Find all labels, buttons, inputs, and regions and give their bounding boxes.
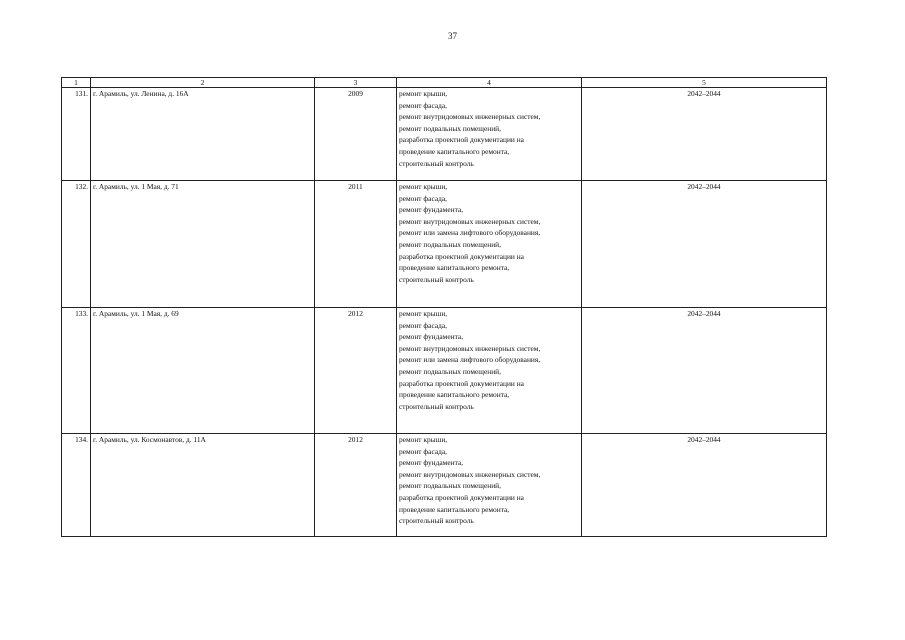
work-item: ремонт фасада, xyxy=(399,193,447,203)
header-cell-3: 3 xyxy=(315,78,397,88)
work-item: ремонт внутридомовых инженерных систем, xyxy=(399,469,541,479)
capital-repair-table xyxy=(61,77,827,537)
table-row xyxy=(62,181,827,308)
work-item: ремонт или замена лифтового оборудования, xyxy=(399,355,541,365)
work-item: ремонт фасада, xyxy=(399,320,447,330)
row-works xyxy=(397,181,582,308)
header-cell-2: 2 xyxy=(91,78,315,88)
work-item: проведение капитального ремонта, xyxy=(399,390,510,400)
row-address: г. Арамиль, ул. Ленина, д. 16А xyxy=(91,88,315,181)
work-item: ремонт крыши, xyxy=(399,435,448,444)
row-works xyxy=(397,88,582,181)
work-item: ремонт фундамента, xyxy=(399,332,464,342)
work-item: ремонт внутридомовых инженерных систем, xyxy=(399,343,541,353)
work-item: ремонт подвальных помещений, xyxy=(399,481,501,491)
row-period: 2042–2044 xyxy=(582,88,827,181)
work-item: ремонт внутридомовых инженерных систем, xyxy=(399,112,541,122)
work-item: проведение капитального ремонта, xyxy=(399,504,510,514)
work-item: ремонт или замена лифтового оборудования, xyxy=(399,228,541,238)
row-period: 2042–2044 xyxy=(582,181,827,308)
row-number: 133. xyxy=(62,308,91,434)
row-period: 2042–2044 xyxy=(582,434,827,537)
work-item: проведение капитального ремонта, xyxy=(399,263,510,273)
table-row xyxy=(62,434,827,537)
work-item: строительный контроль xyxy=(399,516,474,526)
work-item: строительный контроль xyxy=(399,158,474,168)
work-item: строительный контроль xyxy=(399,401,474,411)
work-item: ремонт крыши, xyxy=(399,182,448,191)
row-number: 132. xyxy=(62,181,91,308)
work-item: проведение капитального ремонта, xyxy=(399,146,510,156)
table-row xyxy=(62,88,827,181)
row-year: 2011 xyxy=(315,181,397,308)
work-item: строительный контроль xyxy=(399,274,474,284)
row-address: г. Арамиль, ул. Космонавтов, д. 11А xyxy=(91,434,315,537)
row-period: 2042–2044 xyxy=(582,308,827,434)
header-cell-4: 4 xyxy=(397,78,582,88)
work-item: ремонт фундамента, xyxy=(399,205,464,215)
header-cell-5: 5 xyxy=(582,78,827,88)
work-item: ремонт фасада, xyxy=(399,100,447,110)
work-item: ремонт крыши, xyxy=(399,89,448,98)
work-item: ремонт подвальных помещений, xyxy=(399,239,501,249)
row-year: 2009 xyxy=(315,88,397,181)
header-cell-1: 1 xyxy=(62,78,91,88)
row-address: г. Арамиль, ул. 1 Мая, д. 71 xyxy=(91,181,315,308)
row-works xyxy=(397,308,582,434)
work-item: разработка проектной документации на xyxy=(399,135,524,145)
page-number: 37 xyxy=(448,31,457,41)
row-number: 131. xyxy=(62,88,91,181)
work-item: ремонт фундамента, xyxy=(399,458,464,468)
row-works xyxy=(397,434,582,537)
row-year: 2012 xyxy=(315,434,397,537)
work-item: ремонт подвальных помещений, xyxy=(399,366,501,376)
work-item: разработка проектной документации на xyxy=(399,492,524,502)
table-row xyxy=(62,308,827,434)
row-year: 2012 xyxy=(315,308,397,434)
work-item: ремонт подвальных помещений, xyxy=(399,123,501,133)
work-item: ремонт крыши, xyxy=(399,309,448,318)
work-item: разработка проектной документации на xyxy=(399,251,524,261)
work-item: ремонт внутридомовых инженерных систем, xyxy=(399,216,541,226)
header-row xyxy=(62,78,827,88)
row-address: г. Арамиль, ул. 1 Мая, д. 69 xyxy=(91,308,315,434)
work-item: ремонт фасада, xyxy=(399,446,447,456)
work-item: разработка проектной документации на xyxy=(399,378,524,388)
row-number: 134. xyxy=(62,434,91,537)
